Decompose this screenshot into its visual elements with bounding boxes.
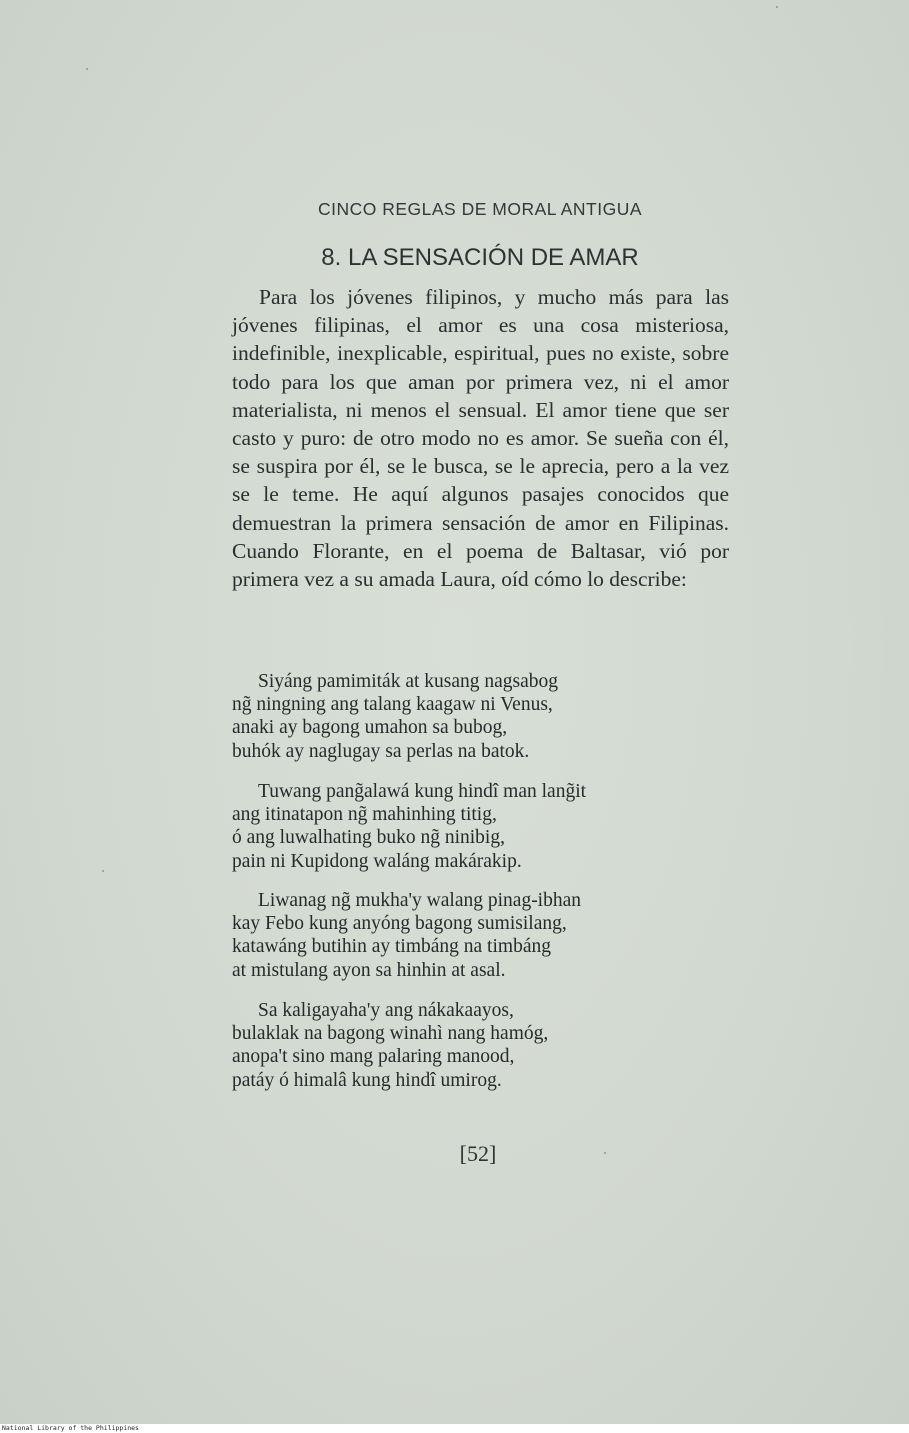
poem-stanza-1 [232,670,712,763]
page-number: [52] [459,1141,497,1166]
poem-line: patáy ó himalâ kung hindî umirog. [232,1069,502,1091]
poem-line: at mistulang ayon sa hinhin at asal. [232,959,506,981]
poem-line: ó ang luwalhating buko ng̃ ninibig, [232,827,505,849]
poem-line: pain ni Kupidong waláng makárakip. [232,850,522,872]
paper-speck [604,1152,606,1154]
poem-line: anopa't sino mang palaring manood, [232,1046,515,1068]
poem-stanza-2 [232,780,712,873]
chapter-title: 8. LA SENSACIÓN DE AMAR [321,244,639,271]
poem-line: anaki ay bagong umahon sa bubog, [232,717,508,739]
poem-line: kay Febo kung anyóng bagong sumisilang, [232,913,567,935]
poem-line: Sa kaligayaha'y ang nákakaayos, [258,1000,514,1021]
paper-speck [102,870,104,872]
paper-speck [776,6,778,8]
poem-line: bulaklak na bagong winahì nang hamóg, [232,1023,549,1045]
poem-line: Siyáng pamimiták at kusang nagsabog [258,671,559,692]
poem-line: ng̃ ningning ang talang kaagaw ni Venus, [232,694,553,716]
footer-credit: National Library of the Philippines [0,1424,909,1433]
body-paragraph: Para los jóvenes filipinos, y mucho más para las jóvenes filipinas, el amor es una cosa misteriosa, indefinible, inexplicable, espiritual, pues no existe, sobre todo para los que aman por primera vez, ni el amor materialista, ni menos el sensual. El amor tiene que ser casto y puro: de otro modo no es amor. Se sueña con él, se suspira por él, se le busca, se le aprecia, pero a la vez se le teme. He aquí algunos pasajes conocidos que demuestran la primera sensación de amor en Filipinas. Cuando Florante, en el poema de Baltasar, vió por primera vez a su amada Laura, oíd cómo lo describe: [232,285,729,592]
poem-stanza-4 [232,999,712,1092]
poem-stanza-3 [232,889,712,982]
poem-line: Liwanag ng̃ mukha'y walang pinag-ibhan [258,890,582,911]
poem-line: ang itinatapon ng̃ mahinhing titig, [232,804,497,826]
poem-line: katawáng butihin ay timbáng na timbáng [232,936,551,958]
poem-line: buhók ay naglugay sa perlas na batok. [232,740,530,762]
running-head: CINCO REGLAS DE MORAL ANTIGUA [317,199,643,219]
poem-line: Tuwang pang̃alawá kung hindî man lang̃it [258,781,587,802]
paper-speck [86,68,88,70]
